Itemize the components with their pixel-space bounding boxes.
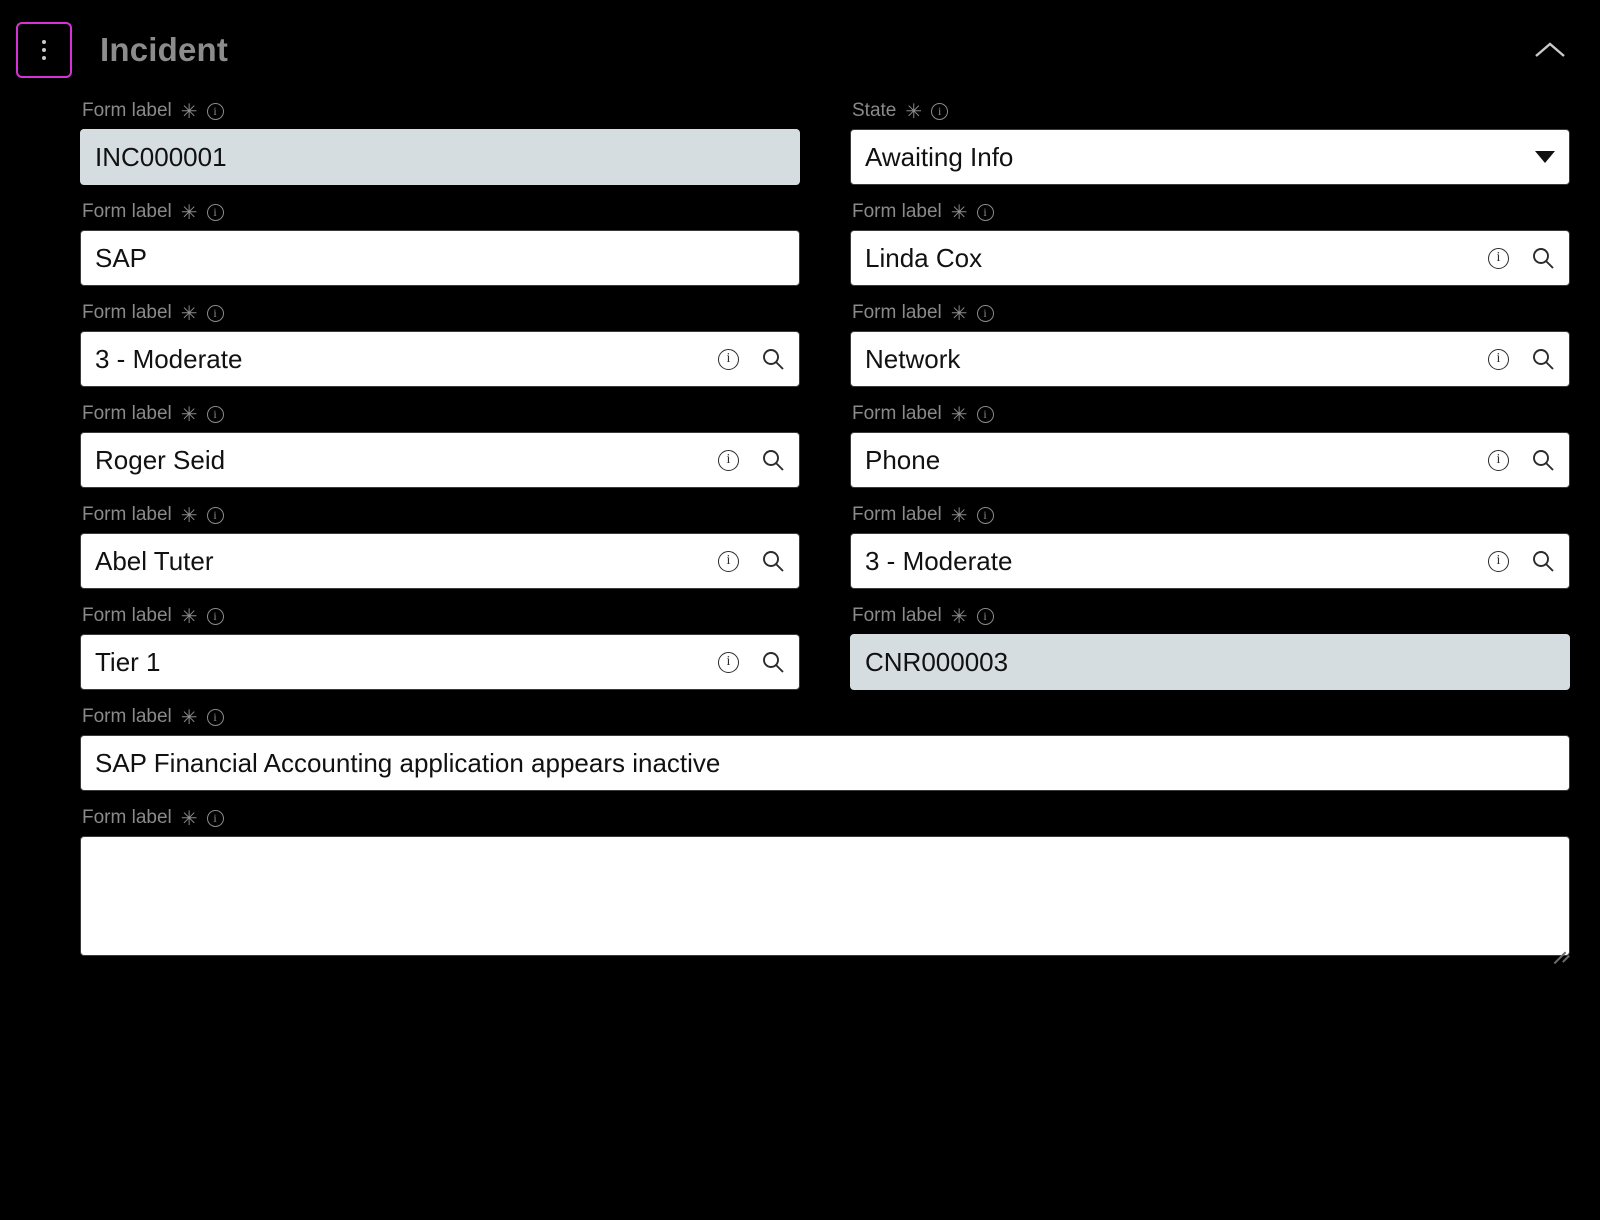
label-text: Form label	[852, 605, 942, 626]
required-marker: ✳	[180, 303, 198, 325]
field-contact-type	[850, 403, 1570, 488]
field-value: INC000001	[95, 142, 227, 172]
info-icon[interactable]: i	[1488, 248, 1509, 269]
search-icon[interactable]	[1531, 347, 1555, 371]
required-marker: ✳	[180, 202, 198, 224]
field-label	[82, 403, 800, 425]
search-icon[interactable]	[761, 448, 785, 472]
field-adornments	[1535, 151, 1555, 163]
info-icon[interactable]: i	[977, 608, 994, 625]
field-number	[80, 100, 800, 185]
field-label	[852, 100, 1570, 122]
field-short-description	[80, 706, 1570, 791]
field-adornments	[718, 650, 785, 674]
field-label	[852, 302, 1570, 324]
field-label	[852, 403, 1570, 425]
contact-type-field[interactable]	[850, 432, 1570, 488]
info-icon[interactable]: i	[977, 507, 994, 524]
kebab-menu-icon[interactable]	[16, 22, 72, 78]
urgency-field[interactable]	[850, 533, 1570, 589]
field-assignment-group	[80, 605, 800, 690]
category-field[interactable]	[850, 331, 1570, 387]
required-marker: ✳	[950, 404, 968, 426]
label-text: Form label	[852, 201, 942, 222]
required-marker: ✳	[950, 303, 968, 325]
field-description	[80, 807, 1570, 956]
field-value: Network	[865, 344, 961, 374]
page-title: Incident	[100, 31, 229, 68]
opened-by-field[interactable]	[80, 533, 800, 589]
form-body	[0, 100, 1600, 972]
field-value: CNR000003	[865, 647, 1009, 677]
label-text: Form label	[82, 403, 172, 424]
label-text: Form label	[82, 706, 172, 727]
assignment-group-field[interactable]	[80, 634, 800, 690]
field-adornments	[1488, 549, 1555, 573]
info-icon[interactable]: i	[207, 305, 224, 322]
info-icon[interactable]: i	[207, 406, 224, 423]
fields-grid	[80, 100, 1570, 972]
required-marker: ✳	[950, 606, 968, 628]
field-value: Tier 1	[95, 647, 161, 677]
label-text: Form label	[82, 201, 172, 222]
label-text: Form label	[82, 605, 172, 626]
assigned-to-field[interactable]	[80, 432, 800, 488]
info-icon[interactable]: i	[207, 810, 224, 827]
search-icon[interactable]	[761, 650, 785, 674]
field-label	[82, 302, 800, 324]
field-value: SAP	[95, 243, 148, 273]
info-icon[interactable]: i	[1488, 450, 1509, 471]
search-icon[interactable]	[761, 347, 785, 371]
chevron-down-icon[interactable]	[1535, 151, 1555, 163]
required-marker: ✳	[180, 707, 198, 729]
state-select[interactable]	[850, 129, 1570, 185]
field-adornments	[1488, 448, 1555, 472]
field-adornments	[718, 448, 785, 472]
required-marker: ✳	[905, 101, 923, 123]
info-icon[interactable]: i	[931, 103, 948, 120]
field-urgency	[850, 504, 1570, 589]
info-icon[interactable]: i	[977, 204, 994, 221]
required-marker: ✳	[180, 505, 198, 527]
field-label	[82, 605, 800, 627]
number-field[interactable]	[80, 129, 800, 185]
parent-record-field[interactable]	[850, 634, 1570, 690]
required-marker: ✳	[950, 505, 968, 527]
field-value: Linda Cox	[865, 243, 983, 273]
label-text: Form label	[82, 807, 172, 828]
field-label	[852, 201, 1570, 223]
search-icon[interactable]	[1531, 246, 1555, 270]
field-adornments	[1488, 347, 1555, 371]
short-description-field[interactable]	[80, 735, 1570, 791]
info-icon[interactable]: i	[207, 507, 224, 524]
field-value: Awaiting Info	[865, 142, 1014, 172]
info-icon[interactable]: i	[207, 709, 224, 726]
info-icon[interactable]: i	[207, 103, 224, 120]
resize-handle-icon[interactable]	[1550, 936, 1566, 952]
field-label	[82, 504, 800, 526]
search-icon[interactable]	[1531, 549, 1555, 573]
business-service-field[interactable]	[80, 230, 800, 286]
info-icon[interactable]: i	[977, 406, 994, 423]
label-text: State	[852, 100, 897, 121]
kebab-dots	[42, 40, 46, 60]
field-value: Roger Seid	[95, 445, 226, 475]
field-parent-record	[850, 605, 1570, 690]
info-icon[interactable]: i	[1488, 551, 1509, 572]
required-marker: ✳	[180, 404, 198, 426]
field-assigned-to	[80, 403, 800, 488]
info-icon[interactable]: i	[207, 608, 224, 625]
field-caller	[850, 201, 1570, 286]
field-value: Phone	[865, 445, 941, 475]
field-business-service	[80, 201, 800, 286]
field-label	[82, 100, 800, 122]
field-adornments	[1488, 246, 1555, 270]
search-icon[interactable]	[1531, 448, 1555, 472]
field-adornments	[718, 549, 785, 573]
info-icon[interactable]: i	[718, 551, 739, 572]
form-header	[0, 0, 1600, 100]
caller-field[interactable]	[850, 230, 1570, 286]
field-adornments	[718, 347, 785, 371]
info-icon[interactable]: i	[718, 450, 739, 471]
required-marker: ✳	[180, 808, 198, 830]
field-label	[852, 504, 1570, 526]
field-value: 3 - Moderate	[95, 344, 243, 374]
info-icon[interactable]: i	[977, 305, 994, 322]
info-icon[interactable]: i	[718, 652, 739, 673]
required-marker: ✳	[180, 606, 198, 628]
field-opened-by	[80, 504, 800, 589]
required-marker: ✳	[180, 101, 198, 123]
field-label	[82, 807, 1570, 829]
search-icon[interactable]	[761, 549, 785, 573]
field-category	[850, 302, 1570, 387]
impact-field[interactable]	[80, 331, 800, 387]
field-value: SAP Financial Accounting application appears inactive	[95, 748, 721, 778]
label-text: Form label	[852, 302, 942, 323]
label-text: Form label	[82, 504, 172, 525]
label-text: Form label	[852, 403, 942, 424]
field-label	[82, 706, 1570, 728]
label-text: Form label	[82, 302, 172, 323]
field-impact	[80, 302, 800, 387]
field-value: Abel Tuter	[95, 546, 214, 576]
field-value: 3 - Moderate	[865, 546, 1013, 576]
required-marker: ✳	[950, 202, 968, 224]
field-label	[82, 201, 800, 223]
field-label	[852, 605, 1570, 627]
label-text: Form label	[82, 100, 172, 121]
field-state	[850, 100, 1570, 185]
info-icon[interactable]: i	[1488, 349, 1509, 370]
chevron-up-icon[interactable]	[1530, 30, 1570, 70]
description-textarea[interactable]	[80, 836, 1570, 956]
info-icon[interactable]: i	[207, 204, 224, 221]
label-text: Form label	[852, 504, 942, 525]
info-icon[interactable]: i	[718, 349, 739, 370]
